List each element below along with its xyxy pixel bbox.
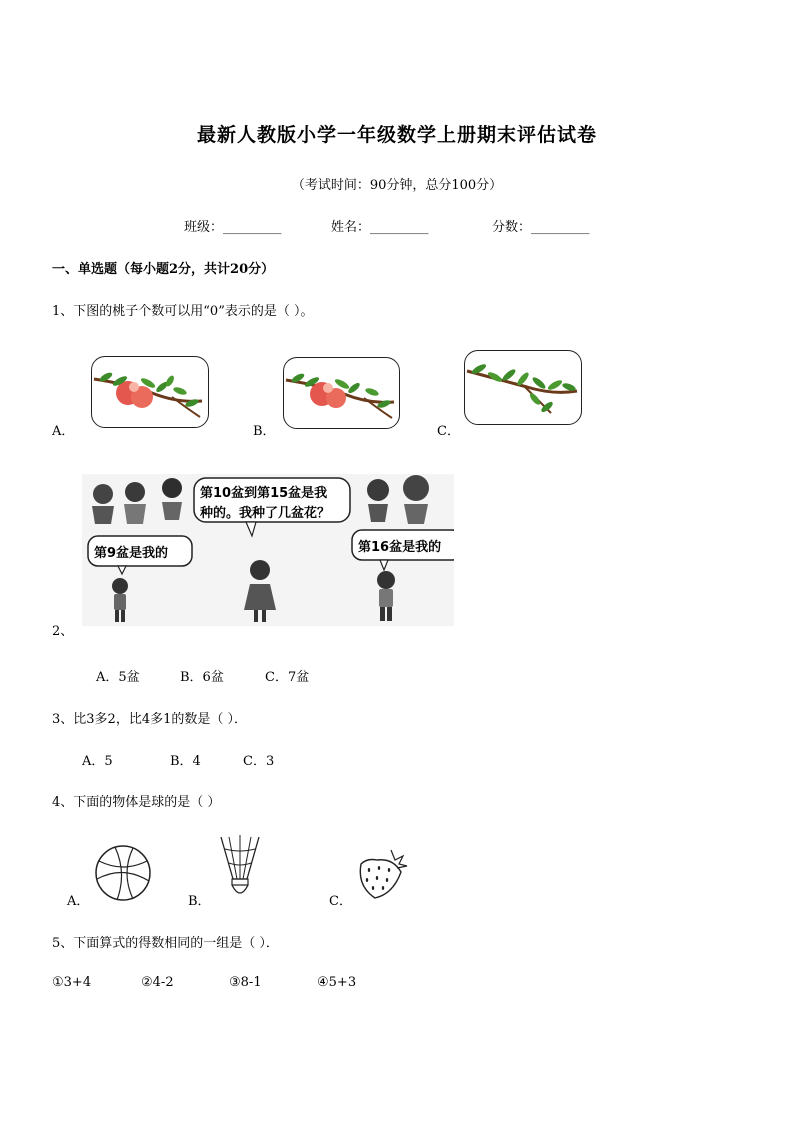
- speech-bubble-left: 第9盆是我的: [94, 546, 169, 561]
- question-2-number: 2、: [52, 624, 74, 639]
- q5-option-3: ③8-1: [229, 975, 262, 990]
- q2-option-a: A．5盆: [96, 670, 140, 685]
- branch-with-peaches-image-b: [283, 357, 400, 429]
- flower-pots-illustration: [82, 474, 454, 626]
- speech-bubble-right: 第16盆是我的: [358, 540, 442, 555]
- q4-option-c-label: C．: [329, 894, 352, 909]
- q1-option-b-label: B．: [253, 424, 276, 439]
- q4-option-a-label: A．: [67, 894, 90, 909]
- question-5-text: 5、下面算式的得数相同的一组是（ ）．: [52, 936, 279, 951]
- shuttlecock-image: [215, 833, 265, 903]
- section-heading: 一、单选题（每小题2分，共计20分）: [52, 262, 275, 277]
- question-3-text: 3、比3多2，比4多1的数是（ ）．: [52, 712, 247, 727]
- q3-option-a: A．5: [82, 754, 113, 769]
- branch-with-peaches-image-a: [91, 356, 209, 428]
- strawberry-image: [353, 846, 409, 902]
- q5-option-1: ①3+4: [52, 975, 92, 990]
- page-title: 最新人教版小学一年级数学上册期末评估试卷: [196, 124, 597, 146]
- speech-bubble-middle-line2: 种的。我种了几盆花？: [200, 506, 331, 521]
- q1-option-a-label: A．: [52, 424, 75, 439]
- class-field: 班级：_________: [184, 220, 282, 235]
- q4-option-b-label: B．: [188, 894, 211, 909]
- question-1-text: 1、下图的桃子个数可以用“0”表示的是（ ）。: [52, 304, 314, 319]
- exam-subtitle: （考试时间：90分钟，总分100分）: [291, 178, 503, 193]
- q2-option-b: B．6盆: [180, 670, 224, 685]
- q5-option-4: ④5+3: [317, 975, 357, 990]
- q5-option-2: ②4-2: [141, 975, 174, 990]
- score-field: 分数：_________: [492, 220, 590, 235]
- question-4-text: 4、下面的物体是球的是（ ）: [52, 795, 221, 810]
- q2-option-c: C．7盆: [265, 670, 310, 685]
- q3-option-c: C．3: [243, 754, 275, 769]
- name-field: 姓名：_________: [331, 220, 429, 235]
- speech-bubble-middle-line1: 第10盆到第15盆是我: [200, 486, 328, 501]
- q1-option-c-label: C．: [437, 424, 460, 439]
- q3-option-b: B．4: [170, 754, 201, 769]
- branch-without-peaches-image-c: [464, 350, 582, 425]
- basketball-image: [93, 843, 153, 903]
